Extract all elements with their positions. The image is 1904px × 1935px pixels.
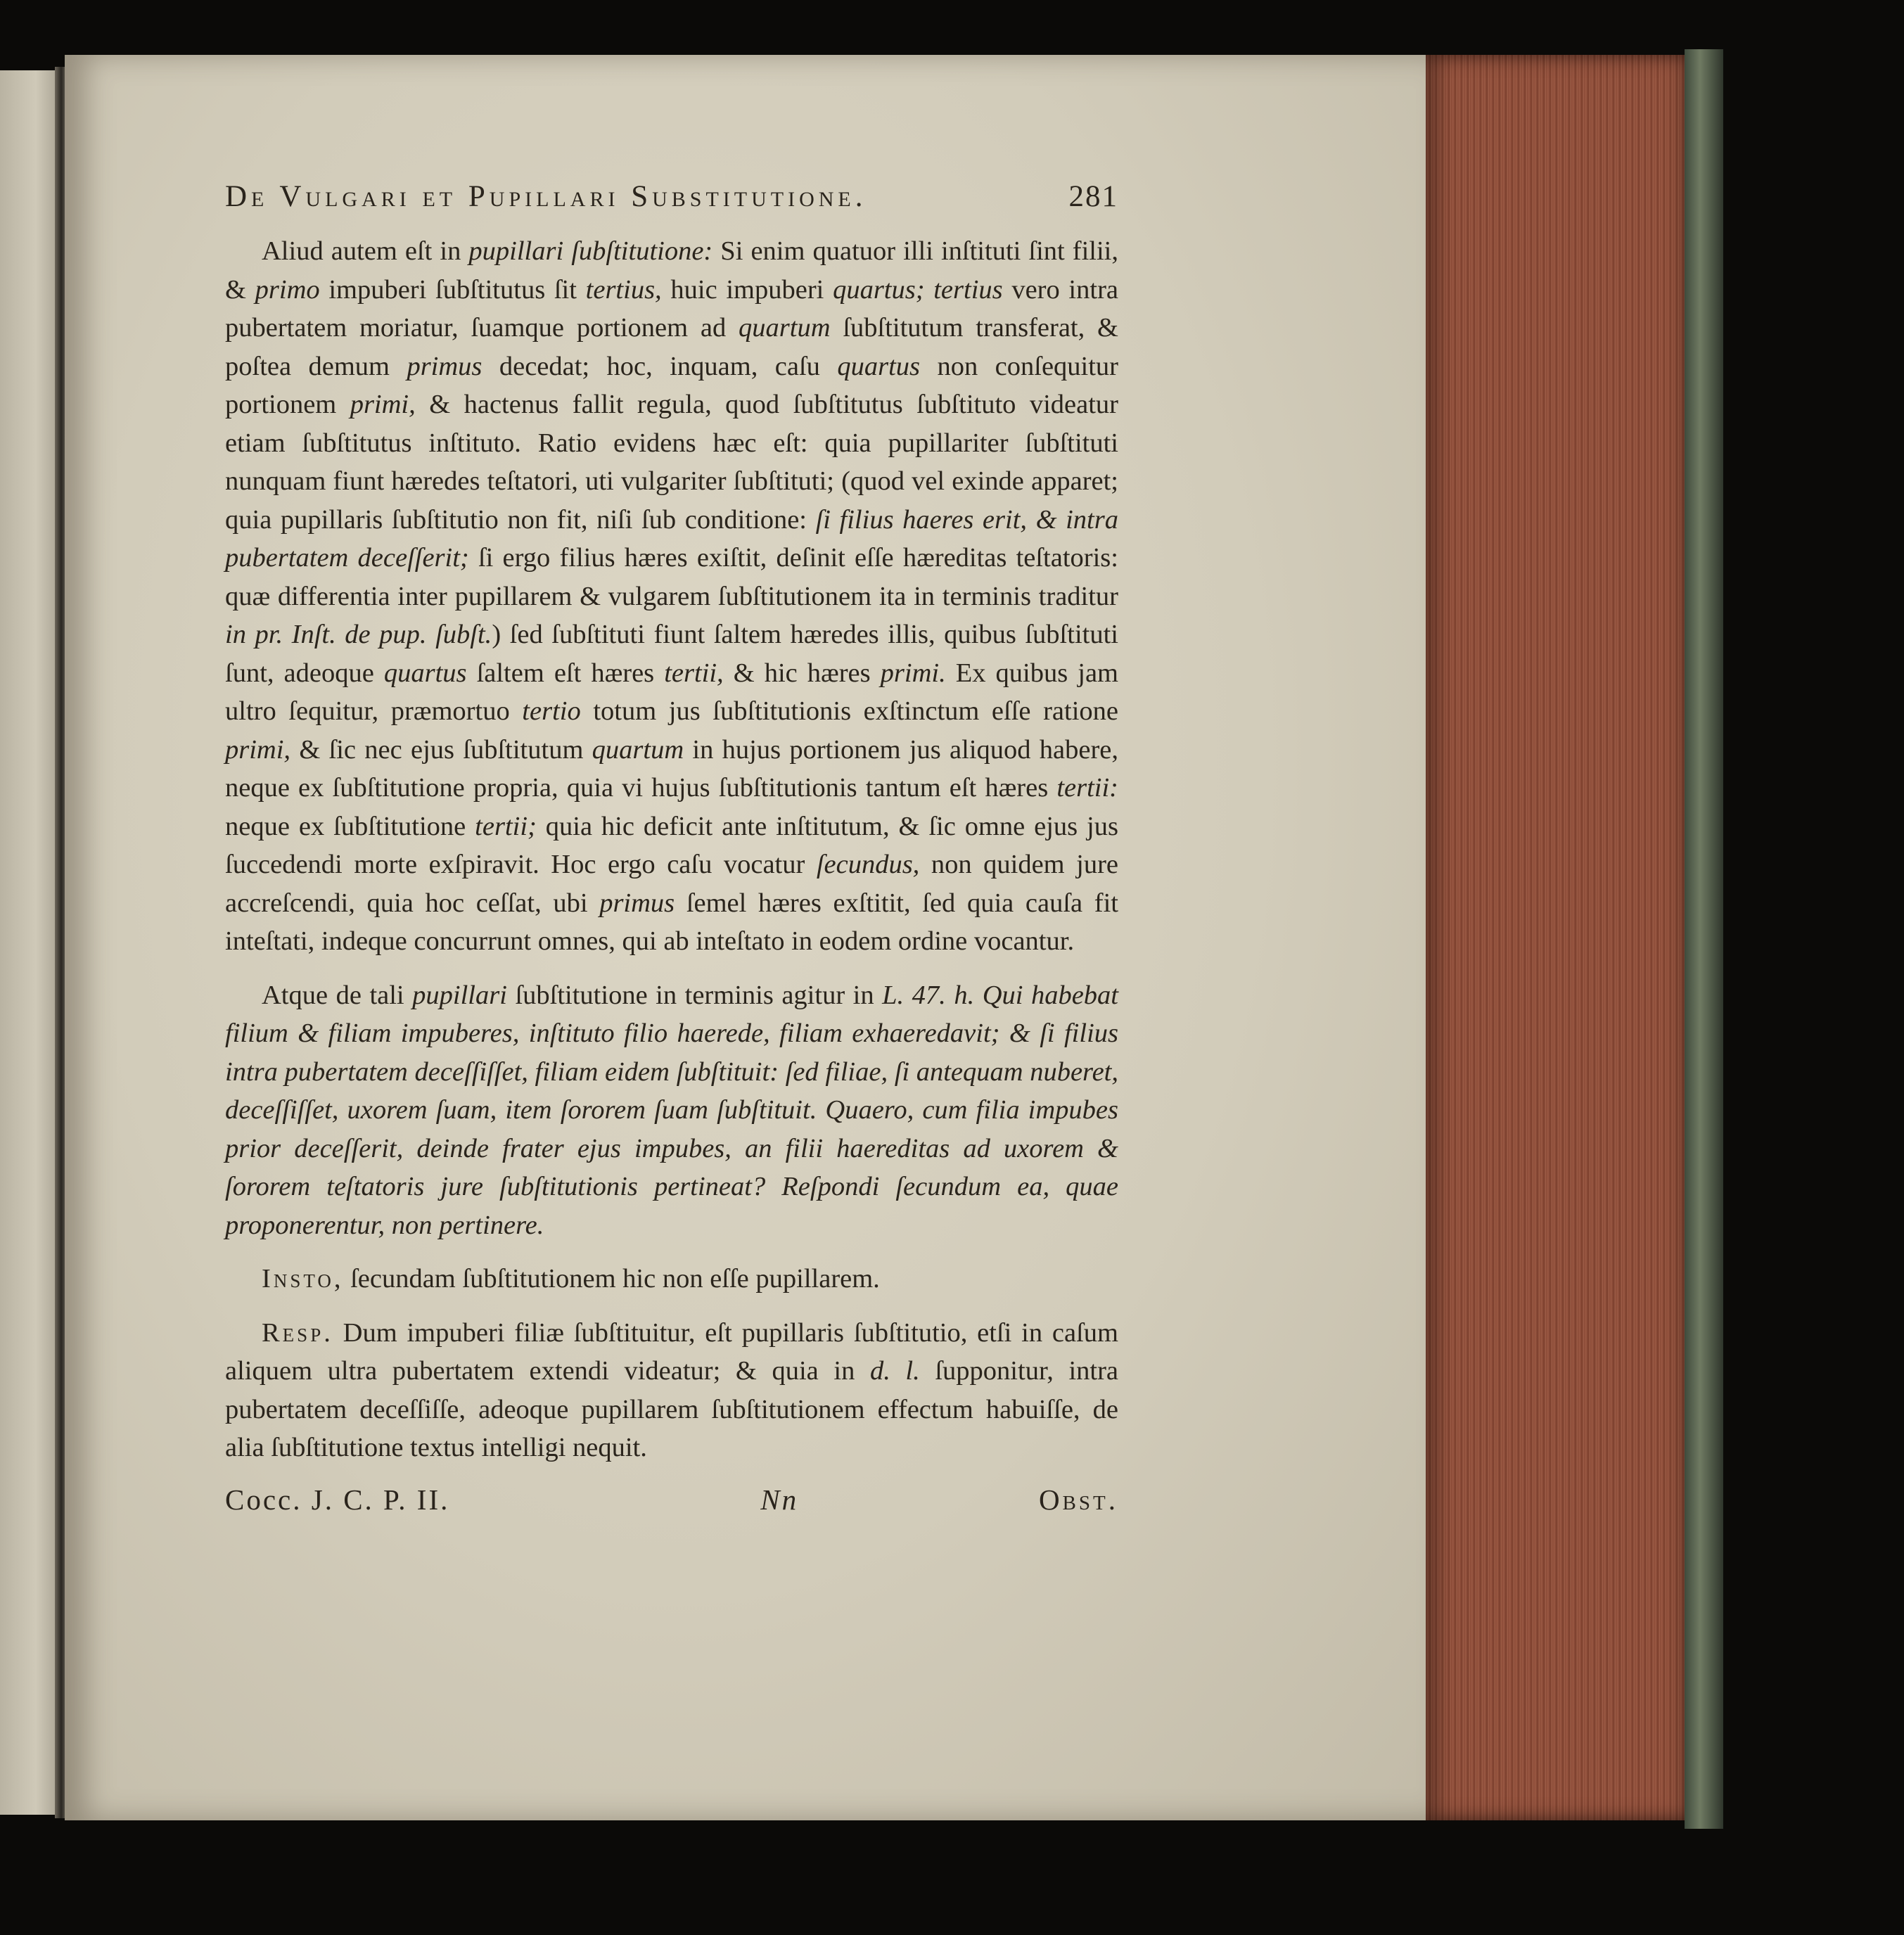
text-run: vero intra pubertatem moriatur, ſuamque portionem ad bbox=[225, 274, 1118, 343]
italic-run: quartum bbox=[739, 313, 831, 343]
text-run: ſubſtitutione in terminis agitur in bbox=[506, 980, 883, 1010]
signature-mark: Nn bbox=[760, 1483, 799, 1516]
text-run: ſemel hæres exſtitit, ſed quia cauſa fit inteſtati, indeque concurrunt omnes, qui ab inteſtato in eodem ordine vocantur. bbox=[225, 888, 1118, 956]
italic-run: tertii, bbox=[664, 658, 724, 688]
page-text-block bbox=[225, 179, 1118, 1516]
smallcaps-label: Resp. bbox=[262, 1317, 333, 1348]
text-run: totum jus ſubſtitutionis exſtinctum eſſe ratione bbox=[580, 696, 1118, 726]
text-run: ſecundam ſubſtitutionem hic non eſſe pupillarem. bbox=[343, 1264, 880, 1294]
italic-run: tertii; bbox=[475, 811, 537, 841]
text-run: Ex quibus jam ultro ſequitur, præmortuo bbox=[225, 658, 1118, 726]
catchword: Obst. bbox=[1038, 1483, 1118, 1516]
italic-run: pupillari bbox=[412, 980, 507, 1010]
text-run: ) ſed ſubſtituti fiunt ſaltem hæredes illis, quibus ſubſtituti ſunt, adeoque bbox=[225, 620, 1118, 688]
italic-run: tertii: bbox=[1056, 773, 1118, 803]
paragraph bbox=[225, 1260, 1118, 1298]
running-head bbox=[225, 179, 1118, 214]
paragraph bbox=[225, 1314, 1118, 1467]
italic-run: quartum bbox=[592, 734, 684, 765]
italic-run: tertius, bbox=[585, 274, 662, 305]
text-run: neque ex ſubſtitutione bbox=[225, 811, 475, 841]
text-run: & hic hæres bbox=[723, 658, 881, 688]
italic-run: primi, bbox=[350, 390, 416, 419]
italic-run: pupillari ſubſtitutione: bbox=[468, 236, 713, 266]
italic-run: primi, bbox=[225, 734, 291, 765]
text-run: Dum impuberi filiæ ſubſtituitur, eſt pupillaris ſubſtitutio, etſi in caſum aliquem ultra pubertatem extendi videatur; & quia in bbox=[225, 1317, 1118, 1386]
text-run: ſubſtitutum transferat, & poſtea demum bbox=[225, 313, 1118, 381]
italic-run: quartus bbox=[837, 351, 921, 381]
text-run: ſupponitur, intra pubertatem deceſſiſſe, adeoque pupillarem ſubſtitutionem effectum habuiſſe, de alia ſubſtitutione textus intelligi nequit. bbox=[225, 1356, 1119, 1462]
italic-run: quartus; tertius bbox=[833, 274, 1003, 305]
text-run: non conſequitur portionem bbox=[225, 351, 1118, 419]
italic-run: ſi filius haeres erit, & intra pubertatem deceſſerit; bbox=[225, 504, 1118, 573]
body-text bbox=[225, 232, 1118, 1467]
text-run: ſaltem eſt hæres bbox=[466, 658, 665, 688]
text-run: non quidem jure accreſcendi, quia hoc ceſſat, ubi bbox=[225, 850, 1118, 918]
cover-edge bbox=[1685, 49, 1723, 1829]
italic-run: d. l. bbox=[869, 1356, 920, 1386]
text-run: huic impuberi bbox=[661, 274, 833, 305]
paragraph bbox=[225, 232, 1118, 961]
page-footer bbox=[225, 1483, 1118, 1516]
italic-run: primus bbox=[599, 888, 675, 918]
text-run: & ſic nec ejus ſubſtitutum bbox=[290, 734, 592, 765]
text-run: & hactenus fallit regula, quod ſubſtitutus ſubſtituto videatur etiam ſubſtitutus inſtituto. Ratio evidens hæc eſt: quia pupillariter ſubſtituti nunquam fiunt hæredes teſtatori, uti vulgariter ſubſtituti; (quod vel exinde apparet; quia pupillaris ſubſtitutio non fit, niſi ſub conditione: bbox=[225, 390, 1118, 535]
italic-run: primus bbox=[407, 351, 483, 381]
text-run: quia hic deficit ante inſtitutum, & ſic omne ejus jus ſuccedendi morte exſpiravit. Hoc ergo caſu vocatur bbox=[225, 811, 1118, 879]
italic-run: quartus bbox=[383, 658, 467, 688]
italic-run: tertio bbox=[522, 696, 581, 726]
text-run: in hujus portionem jus aliquod habere, neque ex ſubſtitutione propria, quia vi hujus ſubſtitutionis tantum eſt hæres bbox=[225, 734, 1119, 803]
italic-run: L. 47. h. Qui habebat filium & filiam impuberes, inſtituto filio haerede, filiam exhaeredavit; & ſi filius intra pubertatem deceſſiſſet, filiam eidem ſubſtituit: ſed filiae, ſi antequam nuberet, deceſſiſſet, uxorem ſuam, item ſororem ſuam ſubſtituit. Quaero, cum filia impubes prior deceſſerit, deinde frater ejus impubes, an filii haereditas ad uxorem & ſororem teſtatoris jure ſubſtitutionis pertineat? Reſpondi ſecundum ea, quae proponerentur, non pertinere. bbox=[225, 980, 1119, 1240]
italic-run: primo bbox=[255, 274, 320, 305]
running-title: De Vulgari et Pupillari Substitutione. bbox=[225, 180, 867, 213]
text-run: impuberi ſubſtitutus ſit bbox=[319, 274, 586, 305]
page-number: 281 bbox=[1068, 180, 1118, 213]
text-run: Si enim quatuor illi inſtituti ſint filii, & bbox=[225, 236, 1118, 305]
italic-run: primi. bbox=[880, 658, 946, 688]
text-run: Atque de tali bbox=[262, 980, 413, 1010]
text-run: ſi ergo filius hæres exiſtit, deſinit eſſe hæreditas teſtatoris: quæ differentia inter pupillarem & vulgarem ſubſtitutionem ita in terminis traditur bbox=[225, 543, 1118, 611]
italic-run: ſecundus, bbox=[816, 850, 920, 879]
text-run: Aliud autem eſt in bbox=[262, 236, 469, 266]
footer-volume: Cocc. J. C. P. II. bbox=[225, 1483, 450, 1516]
text-run: decedat; hoc, inquam, caſu bbox=[482, 351, 838, 381]
italic-run: in pr. Inſt. de pup. ſubſt. bbox=[225, 620, 492, 649]
text-block-fore-edge bbox=[1426, 55, 1700, 1820]
smallcaps-label: Insto, bbox=[262, 1264, 344, 1294]
left-page-edge bbox=[0, 70, 60, 1815]
paragraph bbox=[225, 976, 1118, 1245]
